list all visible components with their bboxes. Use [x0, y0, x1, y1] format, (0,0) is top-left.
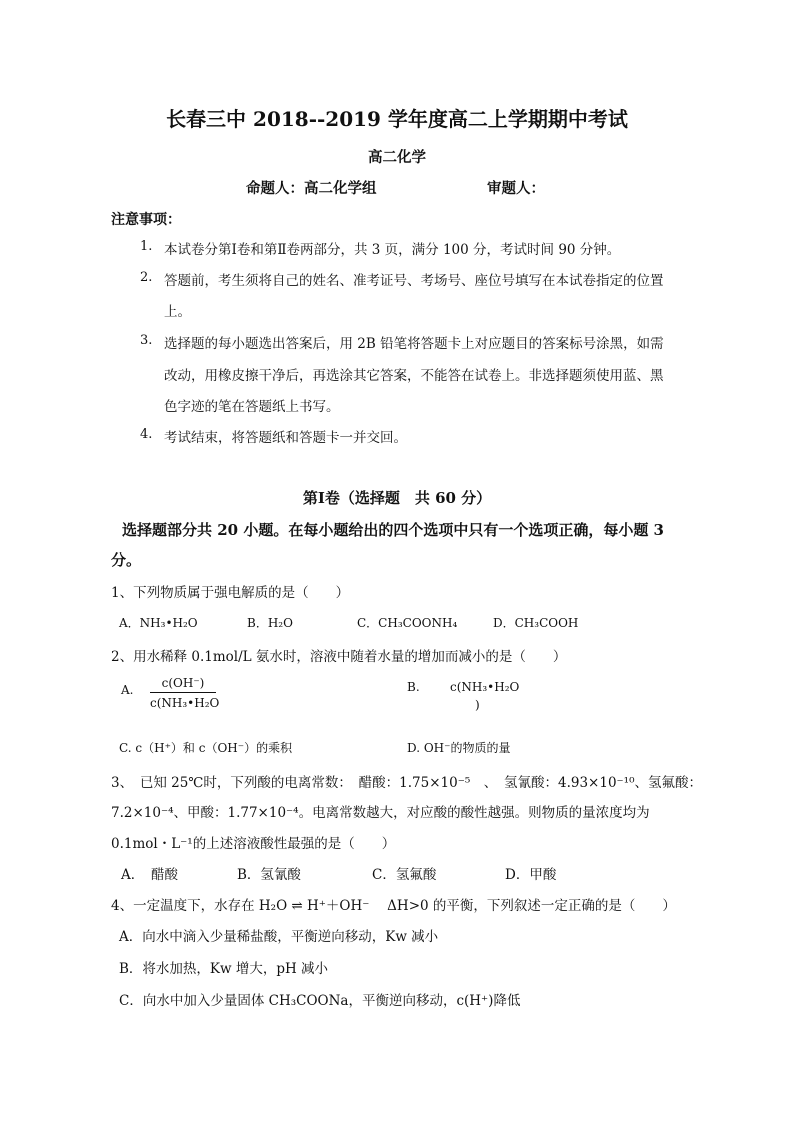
- section-instruction-line2: 分。: [111, 551, 142, 569]
- question-3-option-c: C．氢氟酸: [372, 867, 437, 883]
- notice-heading: 注意事项：: [111, 212, 181, 228]
- question-3-option-d: D．甲酸: [505, 867, 557, 883]
- fraction-denominator: c(NH₃•H₂O: [150, 696, 220, 710]
- question-2-option-a-label: A.: [121, 683, 134, 697]
- question-4-stem: 4、一定温度下，水存在 H₂O ⇌ H⁺＋OH⁻ ΔH>0 的平衡，下列叙述一定正确的是（ ）: [111, 898, 676, 914]
- reviewer-line: 审题人：: [487, 180, 545, 197]
- question-3-option-b: B．氢氰酸: [237, 867, 301, 883]
- question-1-option-a: A．NH₃•H₂O: [119, 616, 198, 630]
- question-1-option-c: C．CH₃COONH₄: [357, 616, 458, 630]
- notice-item-2-text-line2: 上。: [164, 304, 191, 320]
- fraction-numerator: c(OH⁻): [161, 676, 205, 690]
- notice-item-1-text: 本试卷分第Ⅰ卷和第Ⅱ卷两部分，共 3 页，满分 100 分，考试时间 90 分钟。: [164, 242, 621, 258]
- question-4-option-a: A．向水中滴入少量稀盐酸，平衡逆向移动，Kw 减小: [119, 929, 439, 945]
- setter-line: 命题人：高二化学组: [246, 180, 377, 197]
- question-4-option-b: B．将水加热，Kw 增大，pH 减小: [119, 961, 329, 977]
- question-4-option-c: C．向水中加入少量固体 CH₃COONa，平衡逆向移动，c(H⁺)降低: [119, 993, 521, 1009]
- section-title: 第Ⅰ卷（选择题 共 60 分）: [302, 489, 492, 507]
- question-2-option-c: C. c（H⁺）和 c（OH⁻）的乘积: [119, 741, 293, 755]
- exam-title: 长春三中 2018--2019 学年度高二上学期期中考试: [166, 107, 628, 131]
- notice-item-3-text-line3: 色字迹的笔在答题纸上书写。: [164, 399, 340, 415]
- question-3-text-line3: 0.1mol・L⁻¹的上述溶液酸性最强的是（ ）: [111, 836, 396, 852]
- question-2-option-a-fraction: [150, 676, 220, 710]
- section-instruction-line1: 选择题部分共 20 小题。在每小题给出的四个选项中只有一个选项正确，每小题 3: [122, 521, 664, 539]
- question-2-option-d: D. OH⁻的物质的量: [407, 741, 511, 755]
- fraction-bar: [150, 692, 216, 693]
- notice-item-2-text-line1: 答题前，考生须将自己的姓名、准考证号、考场号、座位号填写在本试卷指定的位置: [164, 273, 664, 289]
- notice-item-4-number: 4.: [140, 427, 153, 442]
- notice-item-3-text-line1: 选择题的每小题选出答案后，用 2B 铅笔将答题卡上对应题目的答案标号涂黑，如需: [164, 336, 664, 352]
- question-1-option-d: D．CH₃COOH: [493, 616, 579, 630]
- notice-item-2-number: 2.: [140, 270, 153, 285]
- question-2-option-b-line2: ): [475, 698, 480, 712]
- question-2-option-b-line1: c(NH₃•H₂O: [450, 680, 520, 694]
- notice-item-4-text: 考试结束，将答题纸和答题卡一并交回。: [164, 430, 407, 446]
- notice-item-3-number: 3.: [140, 333, 153, 348]
- notice-item-3-text-line2: 改动，用橡皮擦干净后，再选涂其它答案，不能答在试卷上。非选择题须使用蓝、黑: [164, 368, 664, 384]
- question-1-option-b: B．H₂O: [247, 616, 293, 630]
- question-3-text-line2: 7.2×10⁻⁴、甲酸：1.77×10⁻⁴。电离常数越大，对应酸的酸性越强。则物质的量浓度均为: [111, 805, 650, 821]
- question-1-stem: 1、下列物质属于强电解质的是（ ）: [111, 585, 350, 601]
- question-2-stem: 2、用水稀释 0.1mol/L 氨水时，溶液中随着水量的增加而减小的是（ ）: [111, 649, 567, 665]
- exam-subject: 高二化学: [368, 149, 426, 166]
- question-3-text-line1: 3、 已知 25℃时，下列酸的电离常数： 醋酸：1.75×10⁻⁵ 、 氢氰酸：4.93×10⁻¹⁰、氢氟酸：: [111, 775, 702, 791]
- question-2-option-b-label: B.: [407, 680, 420, 694]
- question-3-option-a: A． 醋酸: [121, 867, 178, 883]
- notice-item-1-number: 1.: [140, 239, 153, 254]
